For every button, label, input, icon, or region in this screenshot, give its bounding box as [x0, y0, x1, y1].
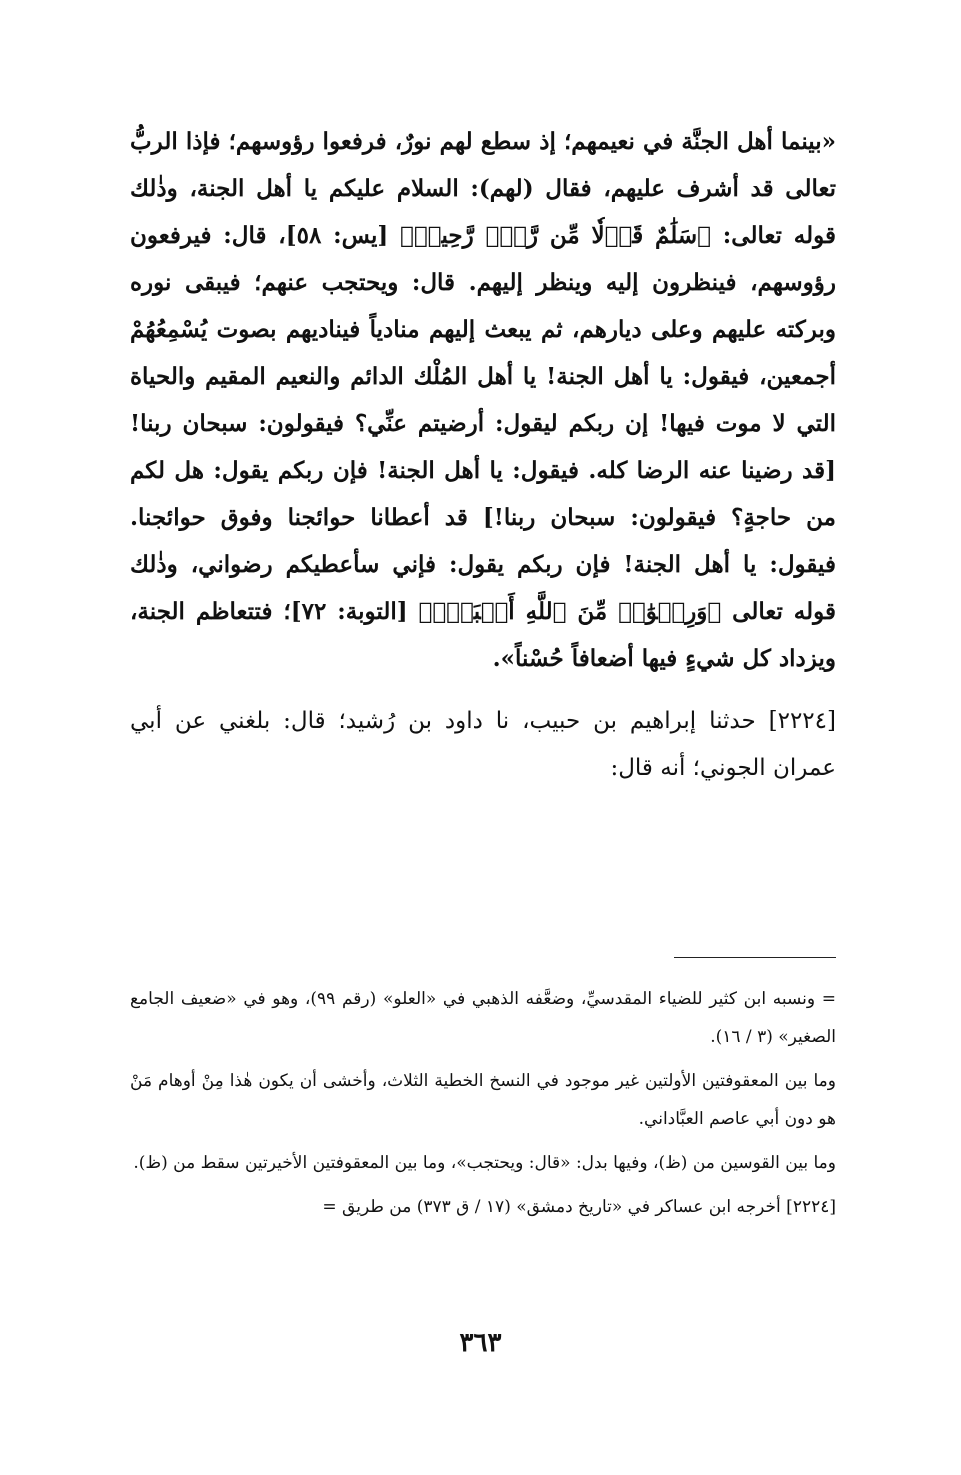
footnote: = ونسبه ابن كثير للضياء المقدسيِّ، وضعَّفه الذهبي في «العلو» (رقم ٩٩)، وهو في «ضعيف الجامع الصغير» (٣ / ١٦).	[130, 989, 836, 1047]
hadith-paragraph: «بينما أهل الجنَّة في نعيمهم؛ إذ سطع لهم نورٌ، فرفعوا رؤوسهم؛ فإذا الربُّ تعالى قد أشرف عليهم، فقال (لهم): السلام عليكم يا أهل الجنة، وذٰلك قوله تعالى: ﴿سَلَٰمٌ قَوۡلٗا مِّن رَّبّٖ رَّحِيمٖ﴾ [يس: ٥٨]، قال: فيرفعون رؤوسهم، فينظرون إليه وينظر إليهم. قال: ويحتجب عنهم؛ فيبقى نوره وبركته عليهم وعلى ديارهم، ثم يبعث إليهم منادياً فيناديهم بصوت يُسْمِعُهُمْ أجمعين، فيقول: يا أهل الجنة! يا أهل المُلْك الدائم والنعيم المقيم والحياة التي لا موت فيها! إن ربكم ليقول: أرضيتم عنِّي؟ فيقولون: سبحان ربنا! [قد رضينا عنه الرضا كله. فيقول: يا أهل الجنة! فإن ربكم يقول: هل لكم من حاجةٍ؟ فيقولون: سبحان ربنا!] قد أعطانا حوائجنا وفوق حوائجنا. فيقول: يا أهل الجنة! فإن ربكم يقول: فإني سأعطيكم رضواني، وذٰلك قوله تعالى ﴿وَرِضۡوَٰنٞ مِّنَ ٱللَّهِ أَكۡبَرُۚ﴾ [التوبة: ٧٢]؛ فتتعاظم الجنة، ويزداد كل شيءٍ فيها أضعافاً حُسْناً».	[130, 128, 837, 672]
footnote: وما بين المعقوفتين الأولتين غير موجود في النسخ الخطية الثلاث، وأخشى أن يكون هٰذا مِنْ أوهام مَنْ هو دون أبي عاصم العبَّاداني.	[130, 1071, 836, 1129]
footnote: [٢٢٢٤] أخرجه ابن عساكر في «تاريخ دمشق» (١٧ / ق ٣٧٣) من طريق =	[322, 1197, 836, 1217]
footnotes	[130, 980, 836, 1232]
isnad-paragraph: [٢٢٢٤] حدثنا إبراهيم بن حبيب، نا داود بن رُشيد؛ قال: بلغني عن أبي عمران الجوني؛ أنه قال:	[130, 708, 836, 781]
main-text	[130, 118, 836, 792]
footnote-separator	[674, 957, 836, 958]
page-number: ٣٦٣	[459, 1328, 502, 1358]
footnote: وما بين القوسين من (ظ)، وفيها بدل: «قال: ويحتجب»، وما بين المعقوفتين الأخيرتين سقط من (ظ).	[133, 1153, 836, 1173]
